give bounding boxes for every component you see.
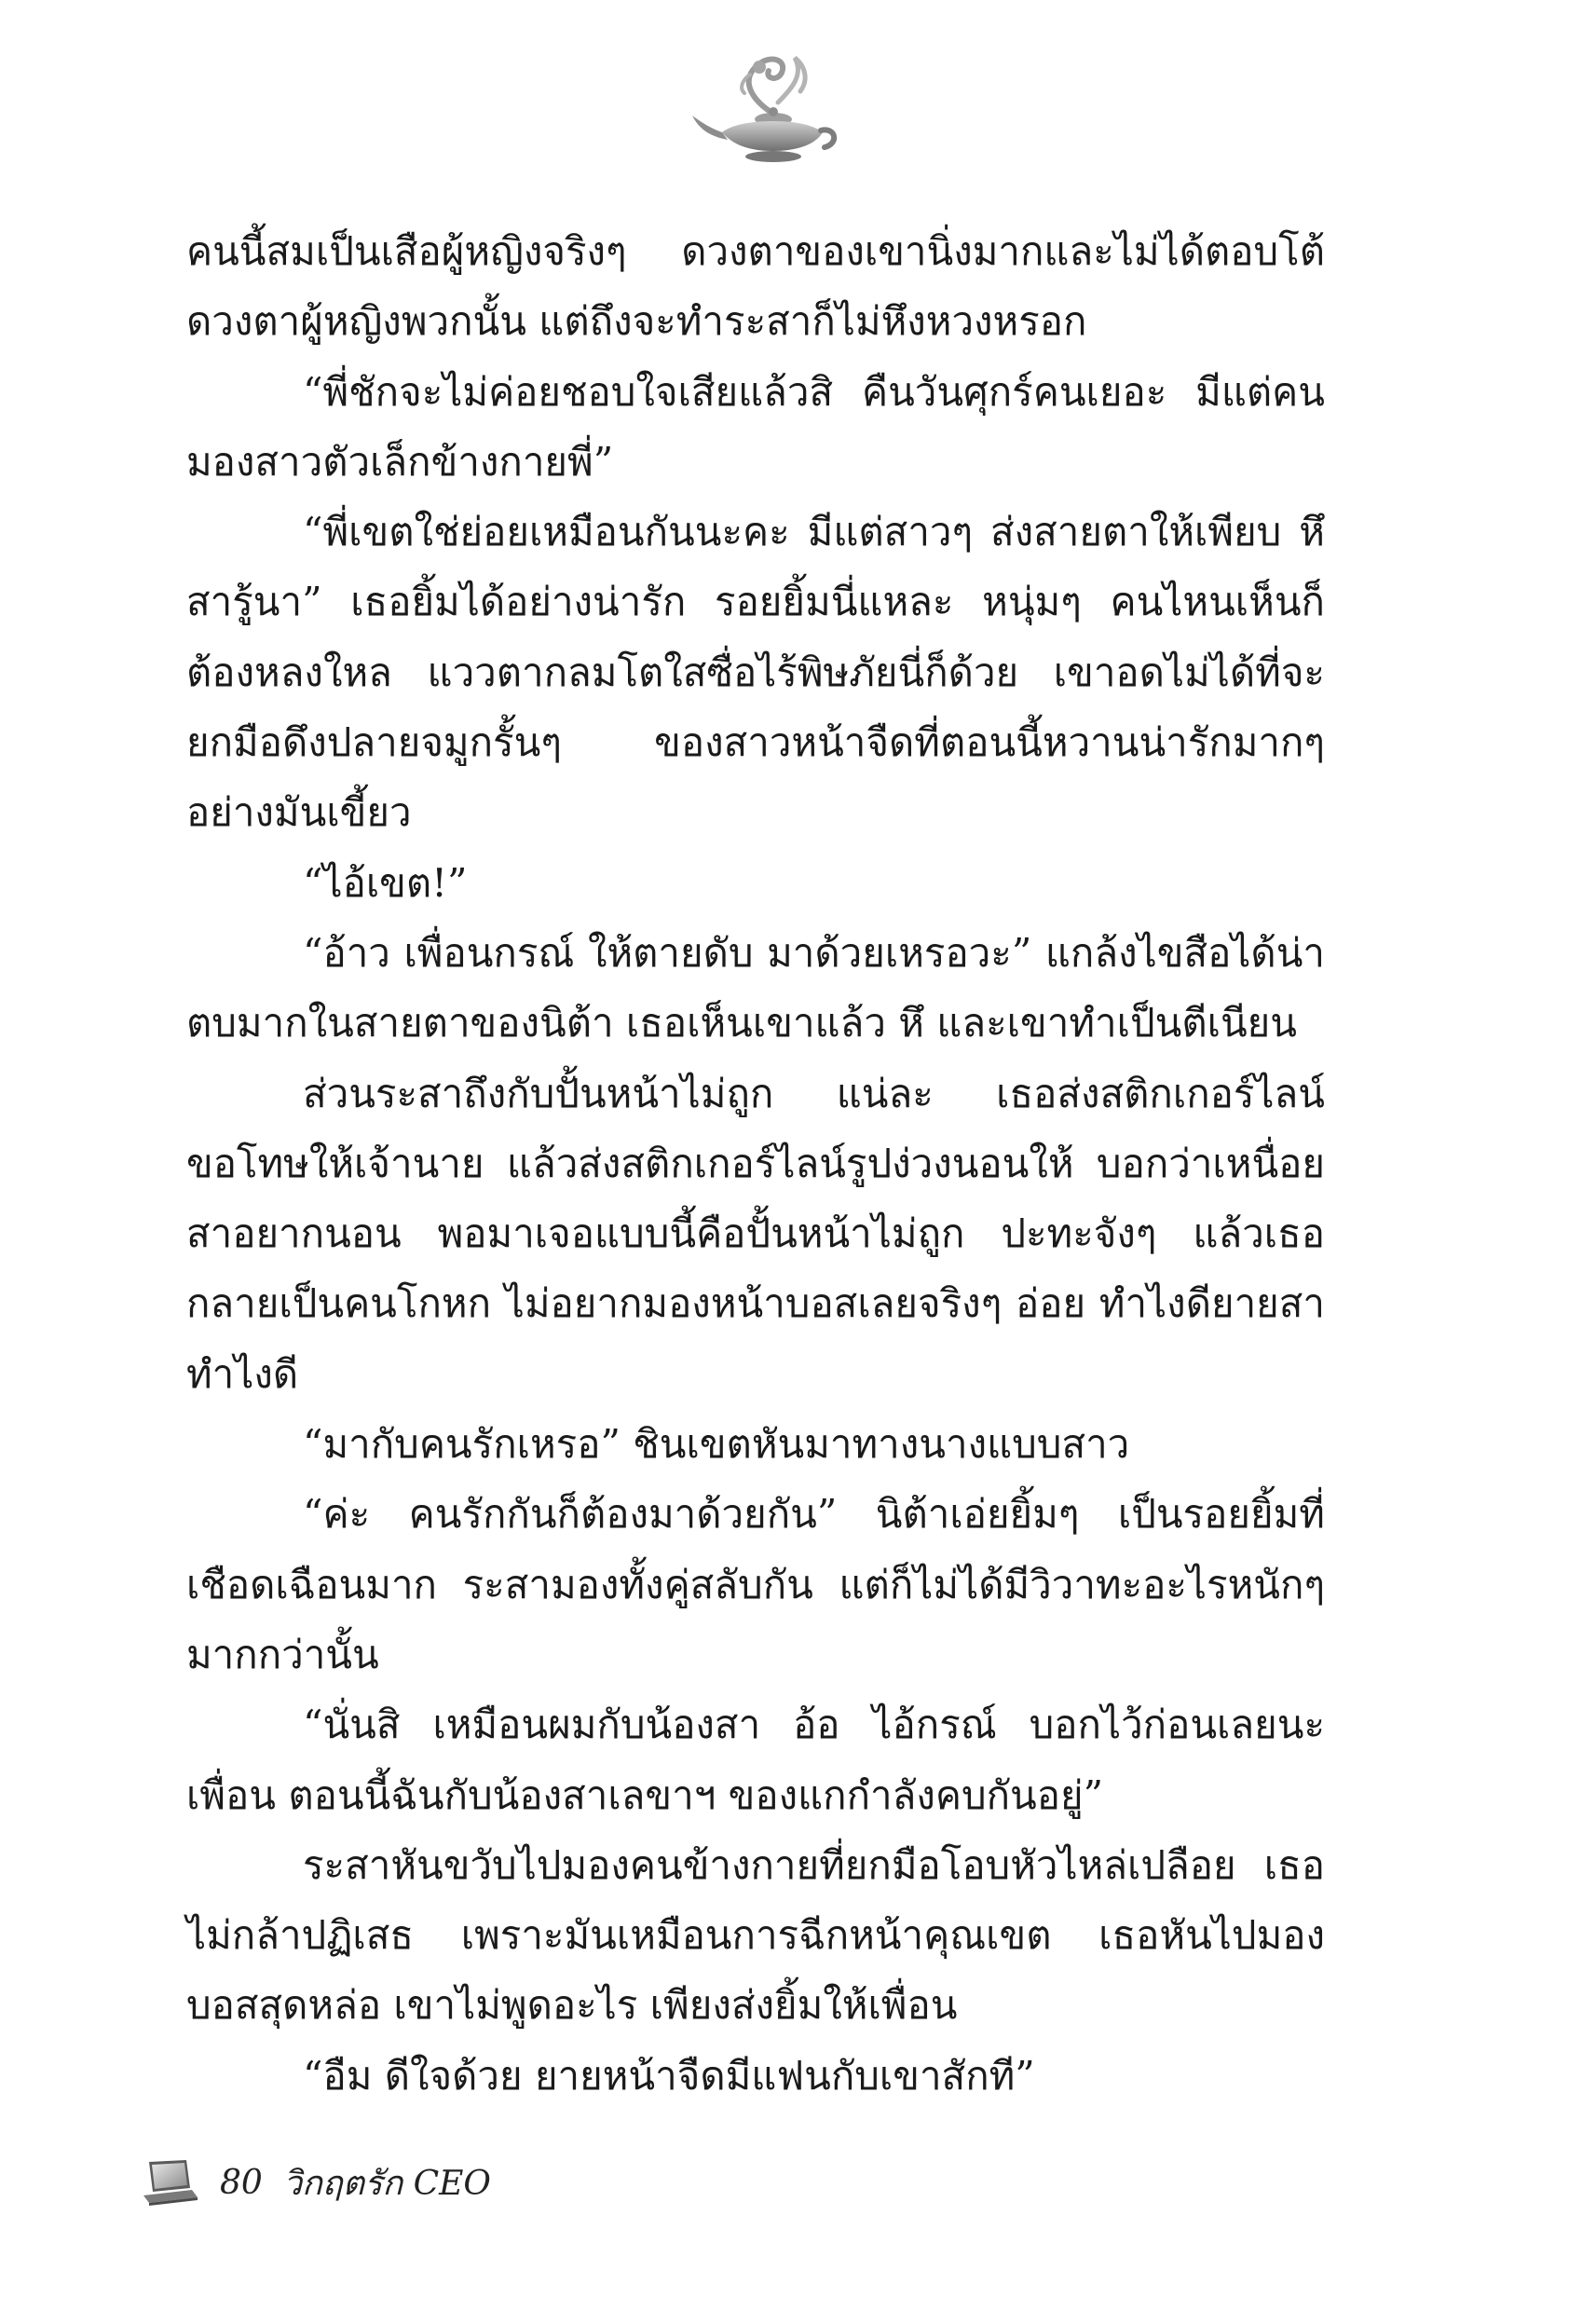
book-title: วิกฤตรัก CEO (282, 2164, 491, 2203)
genie-lamp-ornament-icon (685, 47, 843, 168)
paragraph: “พี่ชักจะไม่ค่อยชอบใจเสียแล้วสิ คืนวันศุกร์คนเยอะ มีแต่คนมองสาวตัวเล็กข้างกายพี่” (186, 368, 1325, 485)
paragraph: “อ้าว เพื่อนกรณ์ ให้ตายดับ มาด้วยเหรอวะ” แกล้งไขสือได้น่าตบมากในสายตาของนิต้า เธอเห็นเขาแล้ว หึ และเขาทำเป็นตีเนียน (186, 929, 1325, 1046)
paragraph: คนนี้สมเป็นเสือผู้หญิงจริงๆ ดวงตาของเขานิ่งมากและไม่ได้ตอบโต้ดวงตาผู้หญิงพวกนั้น แต่ถึงจะทำระสาก็ไม่หึงหวงหรอก (186, 228, 1325, 345)
paragraph: “นั่นสิ เหมือนผมกับน้องสา อ้อ ไอ้กรณ์ บอกไว้ก่อนเลยนะเพื่อน ตอนนี้ฉันกับน้องสาเลขาฯ ของแกกำลังคบกันอยู่” (186, 1702, 1325, 1818)
paragraph: “ค่ะ คนรักกันก็ต้องมาด้วยกัน” นิต้าเอ่ยยิ้มๆ เป็นรอยยิ้มที่เชือดเฉือนมาก ระสามองทั้งคู่สลับกัน แต่ก็ไม่ได้มีวิวาทะอะไรหนักๆ มากกว่านั้น (186, 1491, 1325, 1677)
paragraph: ระสาหันขวับไปมองคนข้างกายที่ยกมือโอบหัวไหล่เปลือย เธอไม่กล้าปฏิเสธ เพราะมันเหมือนการฉีกหน้าคุณเขต เธอหันไปมองบอสสุดหล่อ เขาไม่พูดอะไร เพียงส่งยิ้มให้เพื่อน (186, 1841, 1325, 2029)
page-footer (140, 2154, 491, 2210)
laptop-icon (140, 2158, 199, 2207)
paragraph: “อืม ดีใจด้วย ยายหน้าจืดมีแฟนกับเขาสักที” (303, 2052, 1035, 2099)
body-text (186, 216, 1325, 2111)
paragraph: “พี่เขตใช่ย่อยเหมือนกันนะคะ มีแต่สาวๆ ส่งสายตาให้เพียบ หึ สารู้นา” เธอยิ้มได้อย่างน่ารัก รอยยิ้มนี่แหละ หนุ่มๆ คนไหนเห็นก็ต้องหลงใหล แววตากลมโตใสซื่อไร้พิษภัยนี่ก็ด้วย เขาอดไม่ได้ที่จะยกมือดึงปลายจมูกรั้นๆ ของสาวหน้าจืดที่ตอนนี้หวานน่ารักมากๆ อย่างมันเขี้ยว (186, 509, 1325, 836)
paragraph: “ไอ้เขต!” (303, 859, 468, 906)
page-number: 80 (220, 2163, 263, 2202)
paragraph: ส่วนระสาถึงกับปั้นหน้าไม่ถูก แน่ละ เธอส่งสติกเกอร์ไลน์ขอโทษให้เจ้านาย แล้วส่งสติกเกอร์ไลน์รูปง่วงนอนให้ บอกว่าเหนื่อย สาอยากนอน พอมาเจอแบบนี้คือปั้นหน้าไม่ถูก ปะทะจังๆ แล้วเธอกลายเป็นคนโกหก ไม่อยากมองหน้าบอสเลยจริงๆ อ่อย ทำไงดียายสา ทำไงดี (186, 1070, 1325, 1397)
paragraph: “มากับคนรักเหรอ” ชินเขตหันมาทางนางแบบสาว (303, 1421, 1130, 1468)
